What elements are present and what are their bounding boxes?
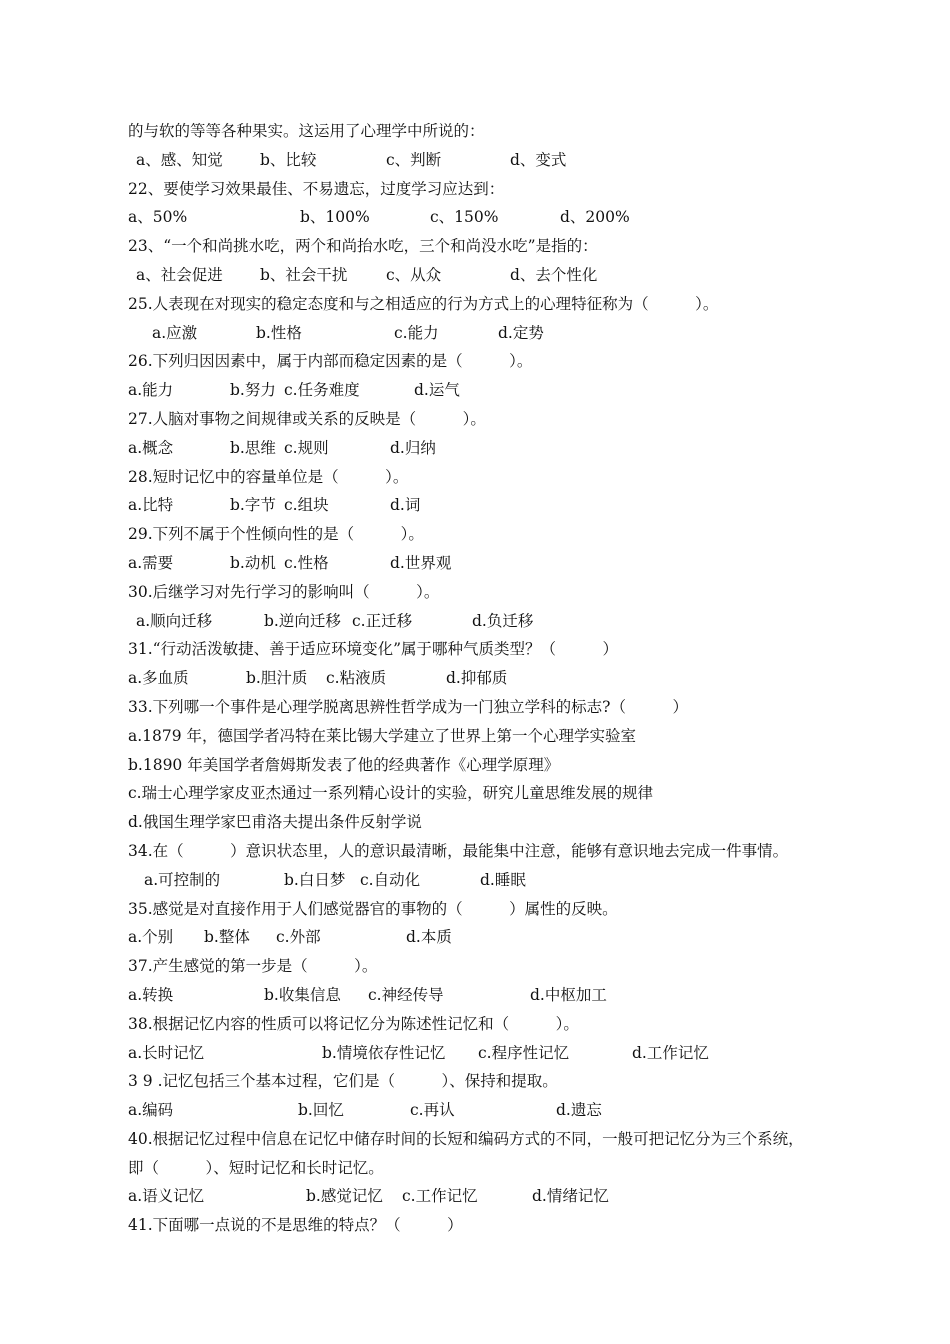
option-a: a.编码 — [128, 1101, 174, 1120]
option-b: b.胆汁质 — [246, 669, 308, 688]
text-line — [128, 117, 868, 146]
text-line — [128, 895, 868, 924]
text-line — [128, 290, 868, 319]
option-b: b.思维 — [230, 438, 276, 457]
line-text: 23、“一个和尚挑水吃，两个和尚抬水吃，三个和尚没水吃”是指的： — [128, 237, 598, 256]
line-text: 37.产生感觉的第一步是（ ）。 — [128, 957, 378, 976]
line-text: 3 9 .记忆包括三个基本过程，它们是（ ）、保持和提取。 — [128, 1072, 558, 1091]
option-d: d、变式 — [510, 150, 567, 169]
option-d: d.睡眠 — [480, 870, 526, 889]
option-d: d、200% — [560, 208, 630, 227]
option-c: c.程序性记忆 — [478, 1043, 570, 1062]
option-b: b、100% — [300, 208, 370, 227]
option-a: a.可控制的 — [144, 870, 221, 889]
option-c: c.工作记忆 — [402, 1187, 478, 1206]
option-a: a.顺向迁移 — [136, 611, 213, 630]
options-row — [128, 866, 868, 895]
option-b: b.感觉记忆 — [306, 1187, 383, 1206]
options-row — [128, 319, 868, 348]
line-text: 30.后继学习对先行学习的影响叫（ ）。 — [128, 582, 440, 601]
options-row — [128, 1039, 868, 1068]
option-c: c.自动化 — [360, 870, 421, 889]
option-c: c、判断 — [386, 150, 442, 169]
line-text: 33.下列哪一个事件是心理学脱离思辨性哲学成为一门独立学科的标志?（ ） — [128, 697, 688, 716]
option-b: b.性格 — [256, 323, 302, 342]
line-text: 即（ ）、短时记忆和长时记忆。 — [128, 1158, 384, 1177]
line-text: 38.根据记忆内容的性质可以将记忆分为陈述性记忆和（ ）。 — [128, 1014, 579, 1033]
text-line — [128, 1211, 868, 1240]
text-line — [128, 635, 868, 664]
option-a: a.个别 — [128, 928, 174, 947]
option-c: c、150% — [430, 208, 499, 227]
option-d: d、去个性化 — [510, 265, 598, 284]
option-a: a.需要 — [128, 553, 174, 572]
line-text: a.1879 年，德国学者冯特在莱比锡大学建立了世界上第一个心理学实验室 — [128, 726, 637, 745]
text-line — [128, 520, 868, 549]
option-d: d.负迁移 — [472, 611, 534, 630]
option-a: a、50% — [128, 208, 188, 227]
option-d: d.工作记忆 — [632, 1043, 709, 1062]
text-line — [128, 347, 868, 376]
option-c: c、从众 — [386, 265, 442, 284]
options-row — [128, 549, 868, 578]
options-row — [128, 607, 868, 636]
line-text: 的与软的等等各种果实。这运用了心理学中所说的： — [128, 122, 485, 140]
option-d: d.定势 — [498, 323, 544, 342]
text-line — [128, 779, 868, 808]
option-d: d.运气 — [414, 381, 460, 400]
option-b: b.动机 — [230, 553, 276, 572]
line-text: 35.感觉是对直接作用于人们感觉器官的事物的（ ）属性的反映。 — [128, 899, 618, 918]
options-row — [128, 923, 868, 952]
text-line — [128, 578, 868, 607]
options-row — [128, 376, 868, 405]
text-line — [128, 232, 868, 261]
text-line — [128, 693, 868, 722]
option-a: a.转换 — [128, 985, 174, 1004]
text-line — [128, 1125, 868, 1154]
line-text: 41.下面哪一点说的不是思维的特点？（ ） — [128, 1216, 463, 1235]
option-b: b、比较 — [260, 150, 317, 169]
option-c: c.性格 — [284, 553, 329, 572]
option-b: b.回忆 — [298, 1101, 344, 1120]
line-text: d.俄国生理学家巴甫洛夫提出条件反射学说 — [128, 813, 422, 832]
options-row — [128, 1182, 868, 1211]
option-a: a、社会促进 — [136, 265, 223, 284]
option-c: c.粘液质 — [326, 669, 387, 688]
option-a: a.概念 — [128, 438, 174, 457]
option-a: a.应激 — [152, 323, 198, 342]
line-text: 31.“行动活泼敏捷、善于适应环境变化”属于哪种气质类型？（ ） — [128, 640, 619, 659]
line-text: 25.人表现在对现实的稳定态度和与之相适应的行为方式上的心理特征称为（ ）。 — [128, 294, 719, 313]
option-b: b、社会干扰 — [260, 265, 348, 284]
option-a: a.语义记忆 — [128, 1187, 205, 1206]
option-a: a.多血质 — [128, 669, 189, 688]
option-d: d.归纳 — [390, 438, 436, 457]
option-b: b.努力 — [230, 381, 276, 400]
option-c: c.规则 — [284, 438, 329, 457]
line-text: 34.在（ ）意识状态里，人的意识最清晰，最能集中注意，能够有意识地去完成一件事情。 — [128, 841, 789, 860]
line-text: 28.短时记忆中的容量单位是（ ）。 — [128, 467, 409, 486]
options-row — [128, 146, 868, 175]
line-text: b.1890 年美国学者詹姆斯发表了他的经典著作《心理学原理》 — [128, 755, 560, 774]
option-c: c.正迁移 — [352, 611, 413, 630]
option-c: c.再认 — [410, 1101, 455, 1120]
line-text: c.瑞士心理学家皮亚杰通过一系列精心设计的实验，研究儿童思维发展的规律 — [128, 784, 654, 803]
line-text: 40.根据记忆过程中信息在记忆中储存时间的长短和编码方式的不同，一般可把记忆分为三个系统， — [128, 1129, 804, 1148]
options-row — [128, 981, 868, 1010]
option-d: d.词 — [390, 496, 421, 515]
option-b: b.白日梦 — [284, 870, 346, 889]
option-d: d.本质 — [406, 928, 452, 947]
text-line — [128, 463, 868, 492]
text-line — [128, 1154, 868, 1183]
text-line — [128, 808, 868, 837]
text-line — [128, 952, 868, 981]
option-d: d.情绪记忆 — [532, 1187, 609, 1206]
option-c: c.外部 — [276, 928, 321, 947]
text-line — [128, 175, 868, 204]
text-line — [128, 1010, 868, 1039]
options-row — [128, 261, 868, 290]
options-row — [128, 203, 868, 232]
option-b: b.逆向迁移 — [264, 611, 341, 630]
option-a: a.长时记忆 — [128, 1043, 205, 1062]
text-line — [128, 722, 868, 751]
option-b: b.收集信息 — [264, 985, 341, 1004]
line-text: 27.人脑对事物之间规律或关系的反映是（ ）。 — [128, 409, 486, 428]
option-b: b.整体 — [204, 928, 250, 947]
option-a: a.能力 — [128, 381, 174, 400]
option-b: b.字节 — [230, 496, 276, 515]
text-line — [128, 837, 868, 866]
option-c: c.任务难度 — [284, 381, 360, 400]
options-row — [128, 434, 868, 463]
line-text: 22、要使学习效果最佳、不易遗忘，过度学习应达到： — [128, 179, 505, 198]
text-line — [128, 1067, 868, 1096]
line-text: 26.下列归因因素中，属于内部而稳定因素的是（ ）。 — [128, 352, 533, 371]
option-c: c.能力 — [394, 323, 439, 342]
option-c: c.组块 — [284, 496, 329, 515]
text-line — [128, 405, 868, 434]
option-a: a.比特 — [128, 496, 174, 515]
text-line — [128, 751, 868, 780]
options-row — [128, 491, 868, 520]
option-d: d.抑郁质 — [446, 669, 508, 688]
option-c: c.神经传导 — [368, 985, 444, 1004]
option-b: b.情境依存性记忆 — [322, 1043, 446, 1062]
option-d: d.世界观 — [390, 553, 452, 572]
document-page — [128, 117, 868, 1240]
options-row — [128, 664, 868, 693]
option-a: a、感、知觉 — [136, 150, 223, 169]
options-row — [128, 1096, 868, 1125]
option-d: d.中枢加工 — [530, 985, 607, 1004]
option-d: d.遗忘 — [556, 1101, 602, 1120]
line-text: 29.下列不属于个性倾向性的是（ ）。 — [128, 525, 424, 544]
